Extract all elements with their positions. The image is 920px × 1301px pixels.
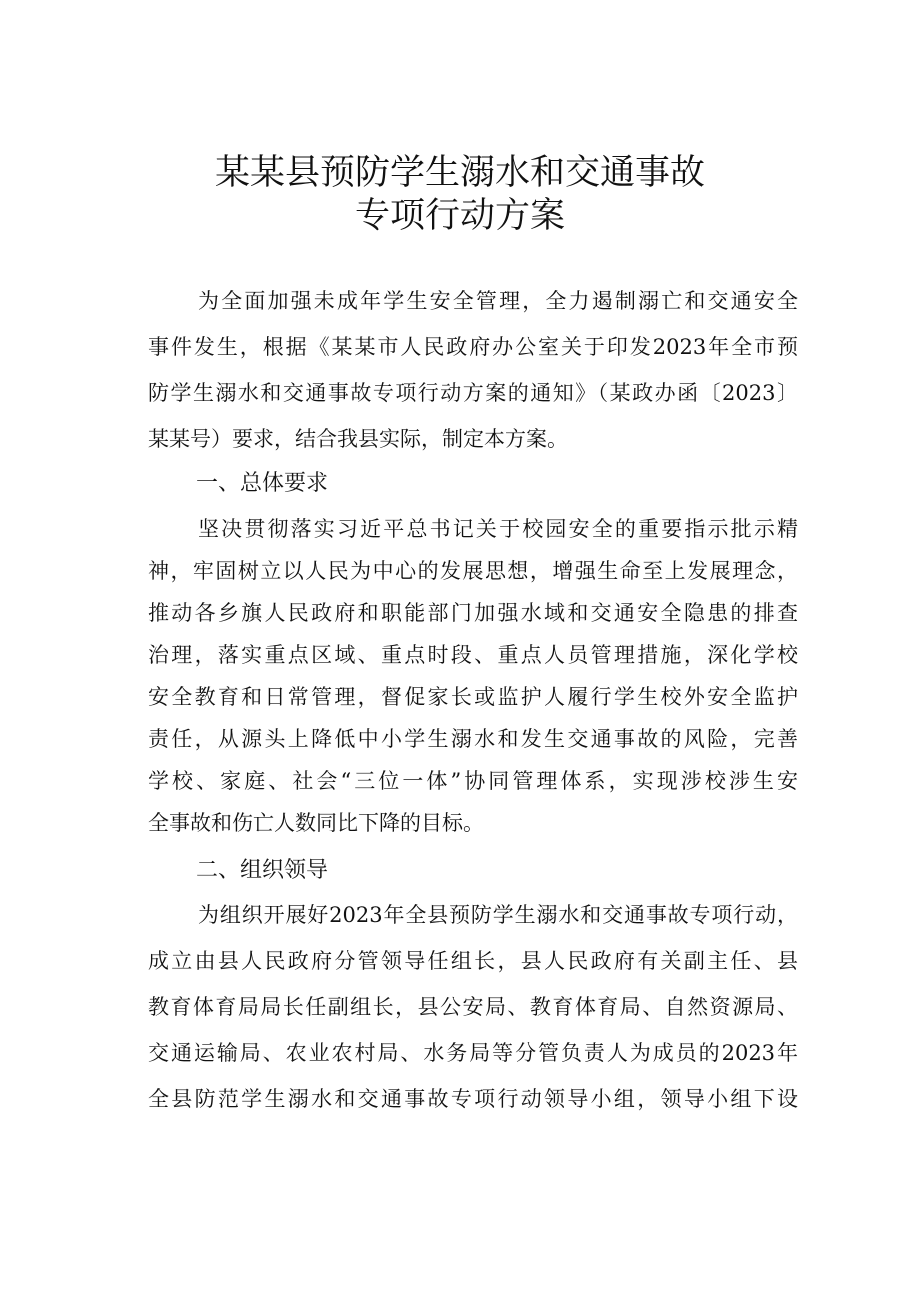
section1-paragraph-line: 推动各乡旗人民政府和职能部门加强水域和交通安全隐患的排查 [148,601,798,625]
section1-paragraph-line: 责任，从源头上降低中小学生溺水和发生交通事故的风险，完善 [148,727,798,751]
section1-paragraph-line: 坚决贯彻落实习近平总书记关于校园安全的重要指示批示精 [198,517,798,541]
section-heading-organization-leadership: 二、组织领导 [196,858,329,883]
section1-paragraph-line: 全事故和伤亡人数同比下降的目标。 [148,811,484,835]
intro-paragraph-line: 防学生溺水和交通事故专项行动方案的通知》（某政办函〔2023〕 [148,381,798,405]
section2-paragraph-line: 教育体育局局长任副组长，县公安局、教育体育局、自然资源局、 [148,995,798,1019]
section2-paragraph-line: 交通运输局、农业农村局、水务局等分管负责人为成员的2023年 [148,1041,798,1065]
section2-paragraph-line: 成立由县人民政府分管领导任组长，县人民政府有关副主任、县 [148,949,798,973]
section-heading-overall-requirements: 一、总体要求 [196,471,329,496]
intro-paragraph-line: 某某号）要求，结合我县实际，制定本方案。 [148,427,568,451]
document-title-line-2: 专项行动方案 [354,196,565,236]
section2-paragraph-line: 为组织开展好2023年全县预防学生溺水和交通事故专项行动， [198,903,798,927]
section1-paragraph-line: 学校、家庭、社会“三位一体”协同管理体系，实现涉校涉生安 [148,769,798,793]
intro-paragraph-line: 事件发生，根据《某某市人民政府办公室关于印发2023年全市预 [148,335,798,359]
document-title-line-1: 某某县预防学生溺水和交通事故 [214,153,705,193]
section2-paragraph-line: 全县防范学生溺水和交通事故专项行动领导小组，领导小组下设 [148,1087,798,1111]
section1-paragraph-line: 治理，落实重点区域、重点时段、重点人员管理措施，深化学校 [148,643,798,667]
section1-paragraph-line: 神，牢固树立以人民为中心的发展思想，增强生命至上发展理念， [148,559,798,583]
section1-paragraph-line: 安全教育和日常管理，督促家长或监护人履行学生校外安全监护 [148,685,798,709]
intro-paragraph-line: 为全面加强未成年学生安全管理，全力遏制溺亡和交通安全 [198,289,798,313]
